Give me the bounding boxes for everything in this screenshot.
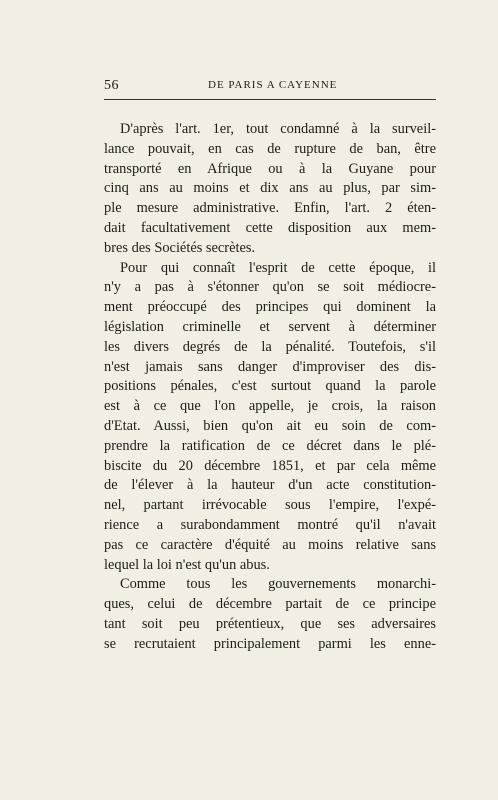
- paragraph: [104, 120, 436, 259]
- text-line: n'y a pas à s'étonner qu'on se soit médiocre-: [104, 279, 436, 296]
- text-line: lequel la loi n'est qu'un abus.: [104, 556, 270, 573]
- body-text: [104, 120, 436, 655]
- text-line: rience a surabondamment montré qu'il n'avait: [104, 516, 436, 533]
- paragraph: [104, 575, 436, 654]
- text-line: se recrutaient principalement parmi les enne-: [104, 635, 436, 652]
- text-line: tant soit peu prétentieux, que ses adversaires: [104, 615, 436, 632]
- text-line: nel, partant irrévocable sous l'empire, l'expé-: [104, 497, 436, 514]
- page-number: 56: [104, 78, 119, 93]
- text-line: pas ce caractère d'équité au moins relative sans: [104, 536, 436, 553]
- text-line: dait facultativement cette disposition aux mem-: [104, 219, 436, 236]
- text-line: législation criminelle et servent à déterminer: [104, 318, 436, 335]
- text-line: Pour qui connaît l'esprit de cette époque, il: [120, 259, 436, 276]
- text-line: prendre la ratification de ce décret dans le plé-: [104, 437, 436, 454]
- text-line: biscite du 20 décembre 1851, et par cela même: [104, 457, 436, 474]
- text-line: bres des Sociétés secrètes.: [104, 239, 256, 256]
- text-line: Comme tous les gouvernements monarchi-: [120, 576, 436, 593]
- text-line: est à ce que l'on appelle, je crois, la raison: [104, 398, 436, 415]
- text-line: D'après l'art. 1er, tout condamné à la surveil-: [120, 121, 436, 137]
- text-line: ment préoccupé des principes qui dominent la: [104, 299, 436, 316]
- text-line: lance pouvait, en cas de rupture de ban, être: [104, 140, 436, 157]
- text-line: les divers degrés de la pénalité. Toutefois, s'il: [104, 338, 436, 355]
- text-line: transporté en Afrique ou à la Guyane pour: [104, 160, 436, 177]
- text-line: d'Etat. Aussi, bien qu'on ait eu soin de com-: [104, 417, 436, 434]
- paragraph: [104, 259, 436, 576]
- text-line: de l'élever à la hauteur d'un acte constitution-: [104, 477, 436, 494]
- page-header: [104, 78, 436, 98]
- text-line: positions pénales, c'est surtout quand la parole: [104, 378, 436, 395]
- text-line: cinq ans au moins et dix ans au plus, par sim-: [104, 180, 436, 197]
- running-title: DE PARIS A CAYENNE: [208, 79, 338, 91]
- header-rule: [104, 99, 436, 100]
- text-line: n'est jamais sans danger d'improviser des dis-: [104, 358, 436, 375]
- text-line: ques, celui de décembre partait de ce principe: [104, 596, 436, 613]
- text-line: ple mesure administrative. Enfin, l'art. 2 éten-: [104, 200, 436, 217]
